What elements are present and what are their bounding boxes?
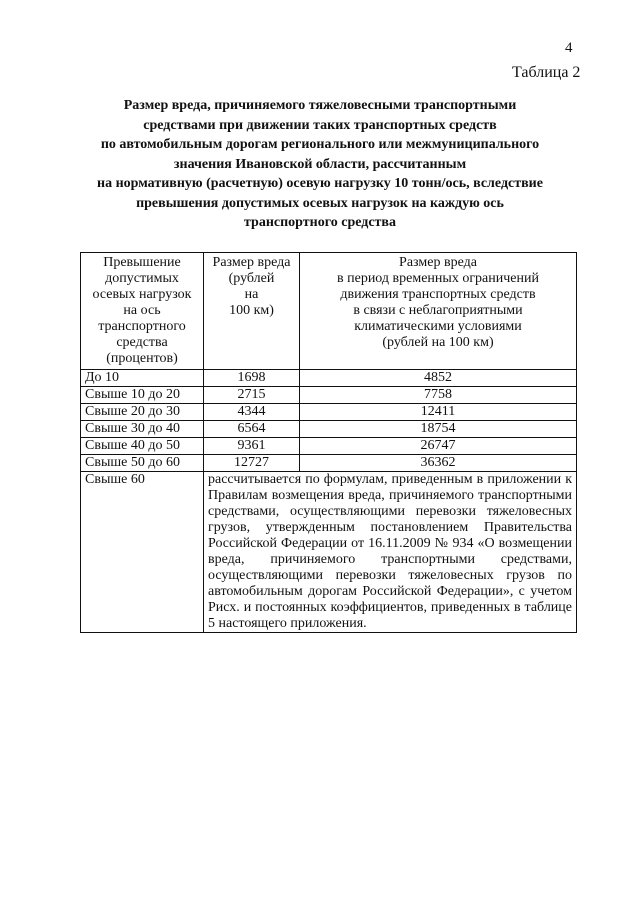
header-text: Размер вреда [212, 255, 291, 270]
header-text: Размер вреда [399, 255, 477, 270]
row-harm-limited: 4852 [300, 370, 577, 387]
row-range: Свыше 60 [81, 472, 204, 633]
row-harm-limited: 7758 [300, 387, 577, 404]
page-number: 4 [565, 40, 573, 56]
row-range: До 10 [81, 370, 204, 387]
row-range: Свыше 10 до 20 [81, 387, 204, 404]
table-row [81, 370, 577, 387]
header-text: в связи с неблагоприятными [353, 303, 523, 318]
row-harm: 12727 [204, 455, 300, 472]
title-line: на нормативную (расчетную) осевую нагрузку 10 тонн/ось, вследствие [97, 176, 543, 191]
header-text: 100 км) [229, 303, 274, 318]
row-harm: 6564 [204, 421, 300, 438]
table-header-row [81, 253, 577, 370]
title-line: превышения допустимых осевых нагрузок на каждую ось [136, 195, 504, 211]
row-harm: 2715 [204, 387, 300, 404]
harm-table [80, 252, 577, 633]
header-text: (рублей [228, 271, 275, 286]
header-text: на [244, 287, 259, 302]
header-harm-amount [204, 253, 300, 370]
row-harm: 9361 [204, 438, 300, 455]
table-row [81, 387, 577, 404]
row-harm-limited: 12411 [300, 404, 577, 421]
header-text: на ось [123, 303, 161, 318]
header-text: (рублей на 100 км) [382, 335, 494, 350]
title-line: значения Ивановской области, рассчитанным [173, 156, 467, 172]
header-text: (процентов) [106, 351, 178, 366]
row-range: Свыше 40 до 50 [81, 438, 204, 455]
title-line: транспортного средства [244, 215, 396, 230]
table-row [81, 421, 577, 438]
header-text: в период временных ограничений [337, 271, 539, 286]
row-harm: 4344 [204, 404, 300, 421]
header-text: средства [116, 335, 168, 350]
document-title [70, 96, 570, 233]
title-line: средствами при движении таких транспортных средств [143, 117, 497, 133]
table-row [81, 404, 577, 421]
title-line: по автомобильным дорогам регионального или межмуниципального [100, 137, 540, 152]
row-range: Свыше 20 до 30 [81, 404, 204, 421]
row-harm-limited: 18754 [300, 421, 577, 438]
table-row-over-60 [81, 472, 577, 633]
row-harm-limited: 36362 [300, 455, 577, 472]
header-overload-percent [81, 253, 204, 370]
row-range: Свыше 30 до 40 [81, 421, 204, 438]
header-harm-limited-period [300, 253, 577, 370]
row-calculation-note: рассчитывается по формулам, приведенным в приложении к Правилам возмещения вреда, причиняемого транспортными средствами, осуществляющими перевозки тяжеловесных грузов, утвержденным постановлением Правительства Российской Федерации от 16.11.2009 № 934 «О возмещении вреда, причиняемого транспортными средствами, осуществляющими перевозки тяжеловесных грузов по автомобильным дорогам Российской Федерации», с учетом Рисх. и постоянных коэффициентов, приведенных в таблице 5 настоящего приложения. [204, 472, 577, 633]
header-text: Превышение [103, 255, 181, 270]
header-text: допустимых [105, 271, 179, 286]
table-row [81, 438, 577, 455]
row-range: Свыше 50 до 60 [81, 455, 204, 472]
header-text: транспортного [98, 319, 186, 334]
header-text: климатическими условиями [354, 319, 522, 334]
table-row [81, 455, 577, 472]
header-text: осевых нагрузок [92, 287, 192, 302]
row-harm-limited: 26747 [300, 438, 577, 455]
header-text: движения транспортных средств [340, 287, 536, 302]
table-label: Таблица 2 [512, 64, 581, 81]
title-line: Размер вреда, причиняемого тяжеловесными транспортными [123, 98, 517, 113]
row-harm: 1698 [204, 370, 300, 387]
